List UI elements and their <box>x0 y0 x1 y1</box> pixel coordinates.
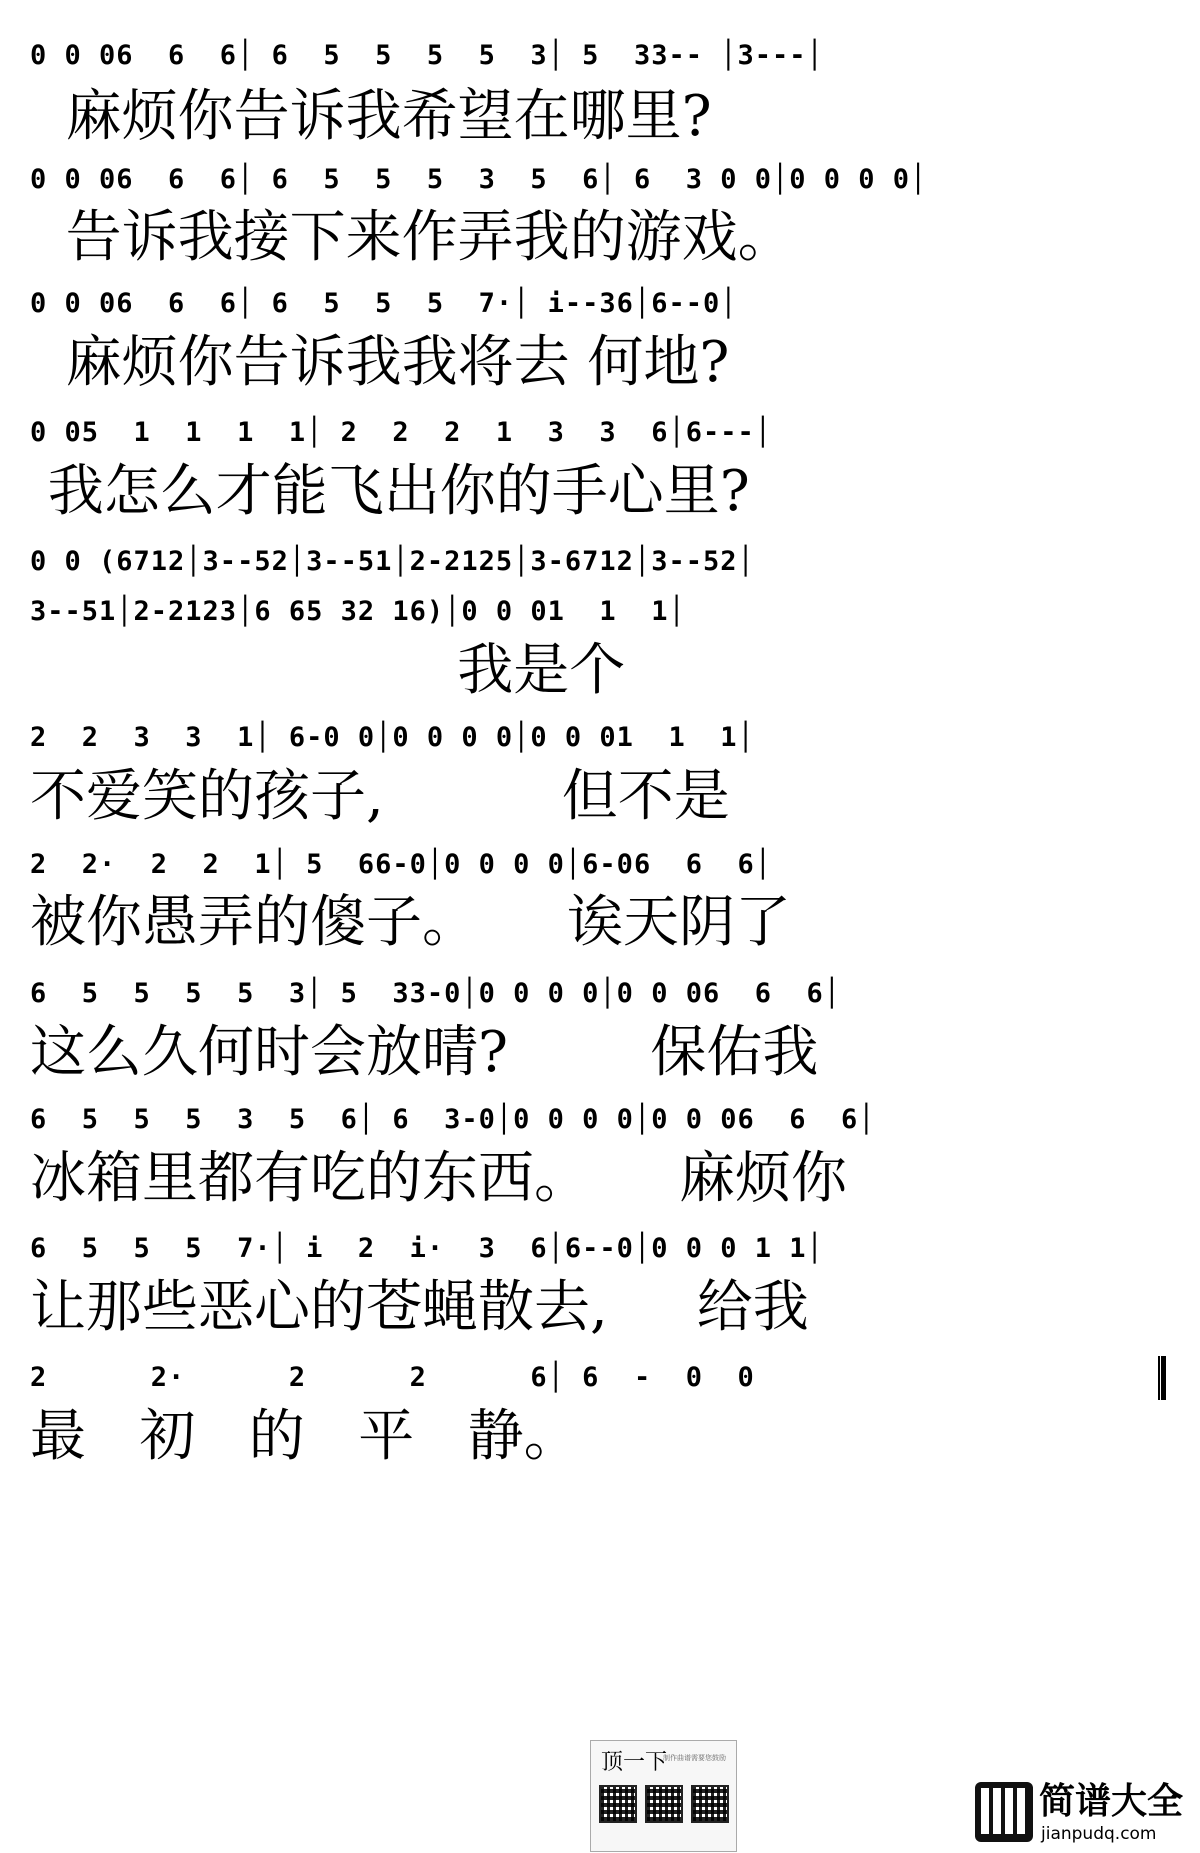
piano-keys-icon <box>975 1782 1033 1842</box>
site-logo[interactable] <box>975 1782 1190 1848</box>
lyric-line: 告诉我接下来作弄我的游戏。 <box>30 205 794 270</box>
notation-line: 3--51│2-2123│6 65 32 16)│0 0 01 1 1│ <box>30 596 686 627</box>
notation-line: 0 0 06 6 6│ 6 5 5 5 7·│ i--36│6--0│ <box>30 288 738 319</box>
qr-code-icon <box>645 1785 683 1823</box>
lyric-line: 我是个 <box>30 638 626 703</box>
lyric-line: 麻烦你告诉我希望在哪里? <box>30 84 712 149</box>
final-barline <box>1158 1356 1166 1400</box>
qr-code-icon <box>691 1785 729 1823</box>
like-stamp[interactable] <box>590 1740 737 1852</box>
lyric-line: 冰箱里都有吃的东西。 麻烦你 <box>30 1146 848 1211</box>
lyric-line: 最 初 的 平 静。 <box>30 1404 580 1469</box>
qr-code-icon <box>599 1785 637 1823</box>
lyric-line: 我怎么才能飞出你的手心里? <box>30 459 750 524</box>
notation-line: 0 0 (6712│3--52│3--51│2-2125│3-6712│3--52│ <box>30 546 755 577</box>
lyric-line: 不爱笑的孩子, 但不是 <box>30 764 730 829</box>
footer <box>0 1720 1200 1853</box>
notation-line: 6 5 5 5 5 3│ 5 33-0│0 0 0 0│0 0 06 6 6│ <box>30 978 842 1009</box>
stamp-subtitle: 制作曲谱需要您鼓励 <box>663 1754 726 1762</box>
stamp-title: 顶一下 <box>601 1750 668 1775</box>
notation-line: 0 0 06 6 6│ 6 5 5 5 3 5 6│ 6 3 0 0│0 0 0 0│ <box>30 164 928 195</box>
lyric-line: 这么久何时会放晴? 保佑我 <box>30 1020 819 1085</box>
notation-line: 0 05 1 1 1 1│ 2 2 2 1 3 3 6│6---│ <box>30 417 772 448</box>
notation-line: 2 2· 2 2 1│ 5 66-0│0 0 0 0│6-06 6 6│ <box>30 849 772 880</box>
notation-line: 2 2 3 3 1│ 6-0 0│0 0 0 0│0 0 01 1 1│ <box>30 722 755 753</box>
notation-line: 6 5 5 5 3 5 6│ 6 3-0│0 0 0 0│0 0 06 6 6│ <box>30 1104 876 1135</box>
lyric-line: 被你愚弄的傻子。 诶天阴了 <box>30 890 792 955</box>
lyric-line: 让那些恶心的苍蝇散去, 给我 <box>30 1275 809 1340</box>
logo-url: jianpudq.com <box>1041 1824 1157 1844</box>
notation-line: 6 5 5 5 7·│ i 2 i· 3 6│6--0│0 0 0 1 1│ <box>30 1233 824 1264</box>
lyric-line: 麻烦你告诉我我将去 何地? <box>30 330 730 395</box>
notation-line: 2 2· 2 2 6│ 6 - 0 0 <box>30 1362 755 1393</box>
logo-title: 简谱大全 <box>1039 1781 1184 1822</box>
notation-line: 0 0 06 6 6│ 6 5 5 5 5 3│ 5 33-- │3---│ <box>30 40 824 71</box>
